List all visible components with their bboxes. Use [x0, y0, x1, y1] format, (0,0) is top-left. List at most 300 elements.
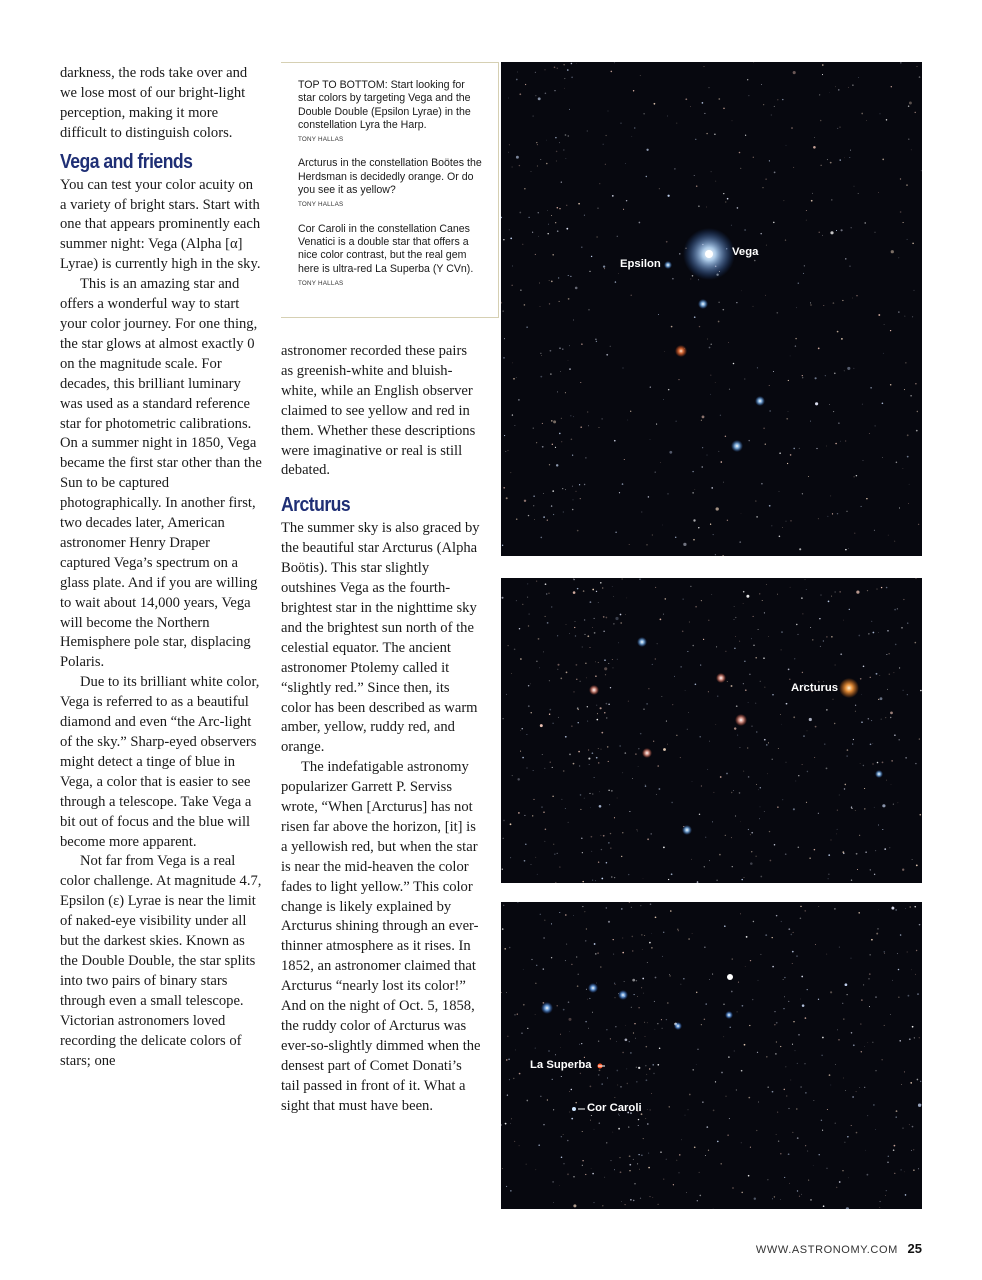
background-star	[645, 1065, 646, 1066]
background-star	[622, 772, 623, 773]
background-star	[630, 411, 631, 412]
background-star	[893, 672, 894, 673]
background-star	[709, 347, 711, 349]
background-star	[765, 934, 767, 936]
background-star	[653, 741, 654, 742]
photo-vega-lyra	[501, 62, 922, 556]
background-star	[537, 874, 538, 875]
background-star	[647, 962, 648, 963]
background-star	[642, 978, 644, 980]
background-star	[784, 200, 785, 201]
background-star	[759, 593, 760, 594]
background-star	[777, 594, 778, 595]
background-star	[852, 298, 853, 299]
background-star	[780, 1046, 781, 1047]
background-star	[789, 1183, 790, 1184]
background-star	[519, 1073, 521, 1075]
background-star	[829, 92, 830, 93]
background-star	[610, 346, 611, 347]
background-star	[605, 164, 606, 165]
background-star	[836, 834, 837, 835]
background-star	[675, 537, 676, 538]
background-star	[589, 764, 590, 765]
background-star	[683, 543, 686, 546]
background-star	[559, 142, 560, 143]
background-star	[732, 959, 733, 960]
background-star	[798, 282, 799, 283]
background-star	[641, 905, 642, 906]
background-star	[760, 233, 762, 235]
background-star	[748, 95, 749, 96]
background-star	[769, 160, 770, 161]
background-star	[646, 544, 648, 546]
background-star	[863, 460, 864, 461]
background-star	[637, 831, 638, 832]
background-star	[624, 1204, 625, 1205]
background-star	[905, 908, 906, 909]
background-star	[852, 1096, 854, 1098]
background-star	[629, 811, 630, 812]
background-star	[555, 222, 556, 223]
background-star	[702, 1101, 703, 1102]
background-star	[502, 928, 504, 930]
background-star	[669, 451, 672, 454]
background-star	[656, 794, 657, 795]
background-star	[510, 823, 512, 825]
background-star	[622, 938, 623, 939]
background-star	[551, 957, 552, 958]
background-star	[589, 998, 590, 999]
background-star	[914, 1037, 915, 1038]
background-star	[845, 258, 846, 259]
background-star	[706, 207, 707, 208]
background-star	[587, 706, 588, 707]
background-star	[509, 1079, 510, 1080]
background-star	[680, 757, 681, 758]
background-star	[540, 537, 542, 539]
background-star	[580, 382, 581, 383]
background-star	[867, 1042, 868, 1043]
background-star	[737, 207, 739, 209]
background-star	[753, 306, 754, 307]
background-star	[819, 1154, 820, 1155]
background-star	[663, 748, 666, 751]
background-star	[736, 1090, 737, 1091]
background-star	[838, 1039, 840, 1041]
background-star	[545, 920, 546, 921]
background-star	[822, 1037, 824, 1039]
background-star	[768, 742, 769, 743]
background-star	[635, 1038, 636, 1039]
background-star	[882, 457, 883, 458]
background-star	[637, 996, 638, 997]
label-vega: Vega	[732, 246, 759, 258]
background-star	[790, 587, 791, 588]
background-star	[596, 591, 597, 592]
background-star	[828, 516, 829, 517]
background-star	[658, 314, 659, 315]
background-star	[917, 1079, 919, 1081]
background-star	[528, 685, 529, 686]
background-star	[541, 355, 542, 356]
background-star	[874, 807, 875, 808]
background-star	[641, 511, 642, 512]
background-star	[747, 747, 748, 748]
background-star	[782, 99, 783, 100]
background-star	[537, 166, 538, 167]
background-star	[755, 856, 756, 857]
background-star	[748, 829, 749, 830]
background-star	[586, 989, 587, 990]
background-star	[908, 503, 909, 504]
background-star	[666, 241, 668, 243]
background-star	[540, 1096, 541, 1097]
background-star	[695, 606, 697, 608]
background-star	[792, 1044, 793, 1045]
background-star	[573, 578, 574, 579]
background-star	[891, 250, 894, 253]
background-star	[604, 659, 606, 661]
background-star	[580, 809, 581, 810]
caption-bottom	[298, 223, 482, 290]
background-star	[835, 86, 836, 87]
background-star	[649, 1068, 650, 1069]
background-star	[663, 399, 664, 400]
background-star	[625, 1038, 628, 1041]
background-star	[895, 644, 897, 646]
background-star	[720, 415, 721, 416]
background-star	[827, 1109, 828, 1110]
background-star	[570, 276, 571, 277]
background-star	[678, 1172, 679, 1173]
background-star	[704, 113, 705, 114]
background-star	[592, 589, 594, 591]
background-star	[896, 462, 898, 464]
background-star	[601, 732, 603, 734]
background-star	[806, 210, 807, 211]
background-star	[915, 578, 917, 579]
background-star	[617, 1085, 618, 1086]
background-star	[834, 723, 835, 724]
background-star	[856, 1132, 858, 1134]
background-star	[912, 1026, 914, 1028]
background-star	[631, 1007, 632, 1008]
background-star	[541, 806, 543, 808]
background-star	[802, 672, 803, 673]
background-star	[723, 108, 724, 109]
background-star	[543, 493, 544, 494]
text-column-middle	[281, 342, 481, 1117]
background-star	[772, 1091, 774, 1093]
background-star	[898, 257, 899, 258]
background-star	[506, 992, 507, 993]
background-star	[516, 156, 519, 159]
background-star	[748, 702, 749, 703]
background-star	[561, 1076, 562, 1077]
background-star	[695, 683, 697, 685]
background-star	[550, 762, 551, 763]
starfield	[501, 578, 922, 883]
background-star	[765, 444, 766, 445]
background-star	[546, 593, 547, 594]
background-star	[503, 487, 505, 489]
background-star	[643, 993, 644, 994]
background-star	[856, 853, 858, 855]
background-star	[651, 933, 652, 934]
background-star	[835, 443, 837, 445]
background-star	[536, 661, 537, 662]
background-star	[584, 619, 585, 620]
background-star	[699, 1172, 700, 1173]
background-star	[779, 536, 781, 538]
background-star	[844, 370, 845, 371]
star-icon	[589, 685, 599, 695]
background-star	[648, 688, 649, 689]
background-star	[835, 592, 836, 593]
background-star	[903, 599, 904, 600]
background-star	[699, 1195, 701, 1197]
background-star	[891, 760, 892, 761]
background-star	[692, 645, 694, 647]
background-star	[538, 97, 541, 100]
background-star	[531, 712, 532, 713]
background-star	[743, 683, 744, 684]
background-star	[847, 1136, 848, 1137]
background-star	[557, 207, 558, 208]
background-star	[888, 535, 889, 536]
background-star	[758, 1102, 759, 1103]
background-star	[810, 302, 811, 303]
background-star	[756, 516, 758, 518]
background-star	[743, 591, 745, 593]
background-star	[507, 645, 508, 646]
background-star	[612, 195, 614, 197]
background-star	[713, 534, 714, 535]
background-star	[563, 770, 565, 772]
background-star	[717, 695, 718, 696]
background-star	[774, 106, 775, 107]
background-star	[634, 1183, 635, 1184]
background-star	[579, 484, 580, 485]
background-star	[725, 436, 726, 437]
background-star	[647, 1109, 648, 1110]
background-star	[915, 763, 916, 764]
background-star	[577, 707, 579, 709]
background-star	[629, 902, 630, 903]
background-star	[915, 383, 916, 384]
background-star	[732, 1187, 734, 1189]
background-star	[590, 807, 591, 808]
background-star	[872, 743, 873, 744]
background-star	[839, 795, 840, 796]
background-star	[888, 1156, 889, 1157]
background-star	[620, 1171, 622, 1173]
background-star	[752, 999, 753, 1000]
background-star	[526, 734, 527, 735]
background-star	[761, 84, 762, 85]
background-star	[822, 235, 823, 236]
background-star	[896, 909, 897, 910]
background-star	[643, 1138, 644, 1139]
background-star	[901, 627, 903, 629]
background-star	[851, 1032, 853, 1034]
background-star	[879, 113, 880, 114]
background-star	[606, 135, 607, 136]
background-star	[503, 357, 504, 358]
background-star	[842, 300, 843, 301]
background-star	[718, 321, 720, 323]
background-star	[534, 519, 535, 520]
background-star	[846, 1207, 849, 1209]
background-star	[691, 859, 692, 860]
background-star	[861, 694, 862, 695]
background-star	[735, 636, 736, 637]
background-star	[810, 1199, 812, 1201]
background-star	[584, 1057, 585, 1058]
background-star	[608, 921, 610, 923]
background-star	[838, 89, 839, 90]
background-star	[725, 1096, 726, 1097]
background-star	[854, 476, 855, 477]
background-star	[533, 496, 534, 497]
page-footer	[756, 1241, 922, 1256]
background-star	[509, 144, 510, 145]
background-star	[690, 586, 691, 587]
background-star	[596, 757, 598, 759]
background-star	[552, 796, 553, 797]
background-star	[828, 878, 829, 879]
background-star	[800, 918, 802, 920]
background-star	[560, 1034, 561, 1035]
photo-arcturus-bootes	[501, 578, 922, 883]
background-star	[751, 851, 752, 852]
background-star	[598, 862, 599, 863]
background-star	[559, 912, 560, 913]
paragraph: astronomer recorded these pairs as greenish-white and bluish-white, while an English observer claimed to see yellow and red in them. Whether these descriptions were imaginative or real is still debated.	[281, 343, 476, 479]
background-star	[911, 149, 912, 150]
background-star	[596, 236, 597, 237]
background-star	[718, 451, 719, 452]
background-star	[562, 348, 563, 349]
background-star	[606, 1142, 607, 1143]
background-star	[524, 815, 525, 816]
background-star	[912, 317, 913, 318]
background-star	[580, 498, 581, 499]
background-star	[706, 133, 707, 134]
caption-text: Arcturus in the constellation Boötes the Herdsman is decidedly orange. Or do you see it as yellow?	[298, 157, 482, 197]
background-star	[788, 1108, 789, 1109]
background-star	[911, 969, 912, 970]
background-star	[655, 977, 657, 979]
background-star	[604, 268, 605, 269]
background-star	[573, 763, 575, 765]
background-star	[558, 717, 559, 718]
background-star	[823, 305, 824, 306]
background-star	[652, 1197, 653, 1198]
background-star	[601, 878, 603, 880]
background-star	[663, 847, 665, 849]
background-star	[522, 604, 523, 605]
background-star	[864, 1087, 865, 1088]
background-star	[853, 1044, 855, 1046]
background-star	[671, 326, 673, 328]
background-star	[785, 239, 786, 240]
background-star	[693, 519, 695, 521]
background-star	[910, 395, 912, 397]
background-star	[696, 992, 697, 993]
background-star	[851, 227, 852, 228]
background-star	[520, 751, 521, 752]
background-star	[501, 1124, 502, 1125]
background-star	[799, 448, 800, 449]
background-star	[725, 835, 726, 836]
background-star	[573, 691, 574, 692]
background-star	[610, 833, 611, 834]
background-star	[818, 999, 819, 1000]
background-star	[876, 673, 878, 675]
background-star	[591, 836, 593, 838]
background-star	[669, 975, 671, 977]
background-star	[793, 448, 795, 450]
background-star	[514, 1141, 515, 1142]
background-star	[555, 882, 556, 883]
background-star	[917, 993, 918, 994]
background-star	[560, 1047, 561, 1048]
background-star	[582, 906, 583, 907]
background-star	[543, 968, 544, 969]
background-star	[561, 418, 562, 419]
background-star	[615, 1026, 616, 1027]
background-star	[727, 681, 728, 682]
background-star	[617, 798, 618, 799]
background-star	[540, 914, 541, 915]
background-star	[506, 497, 508, 499]
background-star	[805, 1017, 807, 1019]
background-star	[536, 442, 537, 443]
background-star	[567, 1173, 569, 1175]
background-star	[526, 767, 527, 768]
background-star	[909, 1038, 911, 1040]
background-star	[599, 791, 600, 792]
background-star	[780, 1153, 782, 1155]
background-star	[531, 864, 532, 865]
background-star	[535, 1014, 536, 1015]
background-star	[502, 597, 504, 599]
background-star	[890, 717, 891, 718]
background-star	[535, 72, 536, 73]
background-star	[734, 648, 735, 649]
background-star	[585, 634, 586, 635]
background-star	[798, 775, 799, 776]
background-star	[896, 1116, 897, 1117]
background-star	[621, 856, 622, 857]
background-star	[617, 659, 618, 660]
background-star	[580, 794, 582, 796]
background-star	[608, 111, 609, 112]
background-star	[516, 377, 517, 378]
background-star	[894, 734, 895, 735]
background-star	[912, 859, 913, 860]
background-star	[716, 646, 717, 647]
background-star	[795, 345, 796, 346]
background-star	[845, 1090, 846, 1091]
background-star	[568, 360, 569, 361]
background-star	[514, 649, 516, 651]
star-icon	[675, 345, 687, 357]
background-star	[822, 74, 823, 75]
background-star	[510, 472, 511, 473]
background-star	[865, 1150, 866, 1151]
